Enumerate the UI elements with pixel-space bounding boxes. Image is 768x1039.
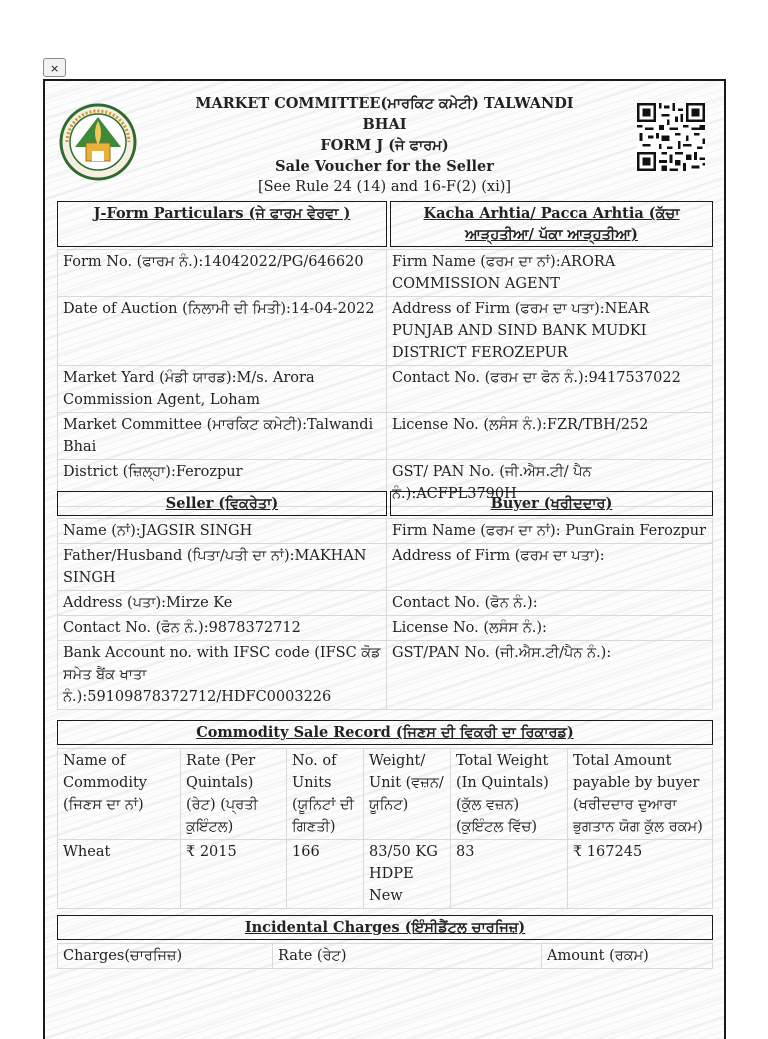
table-row	[58, 591, 713, 616]
document-title-block	[155, 93, 614, 198]
table-row	[58, 519, 713, 544]
table-row	[58, 413, 713, 460]
seller-buyer-table	[57, 518, 713, 710]
commodity-section	[57, 720, 713, 909]
form-title: FORM J (ਜੇ ਫਾਰਮ)	[320, 137, 449, 154]
commodity-name: Wheat	[58, 840, 181, 909]
table-header-row	[58, 749, 713, 840]
voucher-title: Sale Voucher for the Seller	[275, 158, 494, 175]
incidental-section	[57, 915, 713, 969]
column-header-rate: Rate (ਰੇਟ)	[273, 944, 542, 969]
incidental-table	[57, 943, 713, 969]
column-header-charges: Charges(ਚਾਰਜਿਜ਼)	[58, 944, 273, 969]
table-row	[58, 616, 713, 641]
column-header-amount: Amount (ਰਕਮ)	[542, 944, 713, 969]
incidental-heading: Incidental Charges (ਇੰਸੀਡੈਂਟਲ ਚਾਰਜਿਜ਼)	[57, 915, 713, 940]
table-header-row	[58, 944, 713, 969]
jform-details-table	[57, 249, 713, 507]
buyer-contact-number: Contact No. (ਫੋਨ ਨੰ.):	[387, 591, 713, 616]
table-row	[58, 297, 713, 366]
seller-heading: Seller (ਵਿਕਰੇਤਾ)	[58, 492, 387, 516]
commodity-heading: Commodity Sale Record (ਜਿਣਸ ਦੀ ਵਿਕਰੀ ਦਾ ਰਿਕਾਰਡ)	[57, 720, 713, 745]
seller-father-husband: Father/Husband (ਪਿਤਾ/ਪਤੀ ਦਾ ਨਾਂ):MAKHAN SINGH	[58, 544, 387, 591]
close-button[interactable]: ×	[43, 58, 66, 77]
district: District (ਜ਼ਿਲ੍ਹਾ):Ferozpur	[58, 460, 387, 507]
qr-code	[637, 103, 705, 171]
arhtia-gst-pan: GST/ PAN No. (ਜੀ.ਐਸ.ਟੀ/ ਪੈਨ ਨੰ.):ACFPL3790H	[387, 460, 713, 507]
buyer-firm-name: Firm Name (ਫਰਮ ਦਾ ਨਾਂ): PunGrain Ferozpur	[387, 519, 713, 544]
market-committee-title-cont: BHAI	[362, 116, 407, 133]
column-header-total-amount: Total Amount payable by buyer (ਖਰੀਦਦਾਰ ਦੁਆਰਾ ਭੁਗਤਾਨ ਯੋਗ ਕੁੱਲ ਰਕਮ)	[568, 749, 713, 840]
market-committee-title: MARKET COMMITTEE(ਮਾਰਕਿਟ ਕਮੇਟੀ) TALWANDI	[195, 95, 574, 112]
commodity-units: 166	[287, 840, 364, 909]
column-header-total-weight: Total Weight (In Quintals) (ਕੁੱਲ ਵਜ਼ਨ) (ਕੁਇੰਟਲ ਵਿੱਚ)	[451, 749, 568, 840]
arhtia-contact-number: Contact No. (ਫਰਮ ਦਾ ਫੋਨ ਨੰ.):9417537022	[387, 366, 713, 413]
arhtia-firm-name: Firm Name (ਫਰਮ ਦਾ ਨਾਂ):ARORA COMMISSION AGENT	[387, 250, 713, 297]
buyer-gst-pan: GST/PAN No. (ਜੀ.ਐਸ.ਟੀ/ਪੈਨ ਨੰ.):	[387, 641, 713, 710]
column-header-weight-unit: Weight/ Unit (ਵਜ਼ਨ/ ਯੂਨਿਟ)	[364, 749, 451, 840]
buyer-firm-address: Address of Firm (ਫਰਮ ਦਾ ਪਤਾ):	[387, 544, 713, 591]
arhtia-heading: Kacha Arhtia/ Pacca Arhtia (ਕੱਚਾ ਆੜ੍ਹਤੀਆ/ ਪੱਕਾ ਆੜ੍ਹਤੀਆ)	[391, 202, 713, 247]
column-header-commodity: Name of Commodity (ਜਿਣਸ ਦਾ ਨਾਂ)	[58, 749, 181, 840]
form-number: Form No. (ਫਾਰਮ ਨੰ.):14042022/PG/646620	[58, 250, 387, 297]
punjab-mandi-board-logo	[59, 103, 137, 181]
seller-buyer-section	[57, 491, 713, 710]
rule-reference: [See Rule 24 (14) and 16-F(2) (xi)]	[257, 179, 512, 195]
table-row	[58, 544, 713, 591]
form-j-document	[43, 79, 726, 1039]
table-row	[58, 641, 713, 710]
jform-heading: J-Form Particulars (ਜੇ ਫਾਰਮ ਵੇਰਵਾ )	[58, 202, 387, 247]
market-yard: Market Yard (ਮੰਡੀ ਯਾਰਡ):M/s. Arora Commission Agent, Loham	[58, 366, 387, 413]
table-row	[58, 840, 713, 909]
seller-address: Address (ਪਤਾ):Mirze Ke	[58, 591, 387, 616]
seller-contact-number: Contact No. (ਫੋਨ ਨੰ.):9878372712	[58, 616, 387, 641]
commodity-rate: ₹ 2015	[181, 840, 287, 909]
commodity-total-weight: 83	[451, 840, 568, 909]
commodity-weight-unit: 83/50 KG HDPE New	[364, 840, 451, 909]
table-row	[58, 366, 713, 413]
column-header-rate: Rate (Per Quintals) (ਰੇਟ) (ਪ੍ਰਤੀ ਕੁਇੰਟਲ)	[181, 749, 287, 840]
column-header-units: No. of Units (ਯੂਨਿਟਾਂ ਦੀ ਗਿਣਤੀ)	[287, 749, 364, 840]
arhtia-firm-address: Address of Firm (ਫਰਮ ਦਾ ਪਤਾ):NEAR PUNJAB AND SIND BANK MUDKI DISTRICT FEROZEPUR	[387, 297, 713, 366]
market-committee: Market Committee (ਮਾਰਕਿਟ ਕਮੇਟੀ):Talwandi Bhai	[58, 413, 387, 460]
document-header	[45, 81, 724, 201]
buyer-license-number: License No. (ਲਸੰਸ ਨੰ.):	[387, 616, 713, 641]
table-row	[58, 250, 713, 297]
seller-bank-account: Bank Account no. with IFSC code (IFSC ਕੋਡ ਸਮੇਤ ਬੈਂਕ ਖਾਤਾ ਨੰ.):59109878372712/HDFC0003226	[58, 641, 387, 710]
commodity-table	[57, 748, 713, 909]
buyer-heading: Buyer (ਖਰੀਦਦਾਰ)	[391, 492, 713, 516]
seller-name: Name (ਨਾਂ):JAGSIR SINGH	[58, 519, 387, 544]
jform-section	[57, 201, 713, 507]
auction-date: Date of Auction (ਨਿਲਾਮੀ ਦੀ ਮਿਤੀ):14-04-2022	[58, 297, 387, 366]
commodity-total-amount: ₹ 167245	[568, 840, 713, 909]
arhtia-license-number: License No. (ਲਸੰਸ ਨੰ.):FZR/TBH/252	[387, 413, 713, 460]
